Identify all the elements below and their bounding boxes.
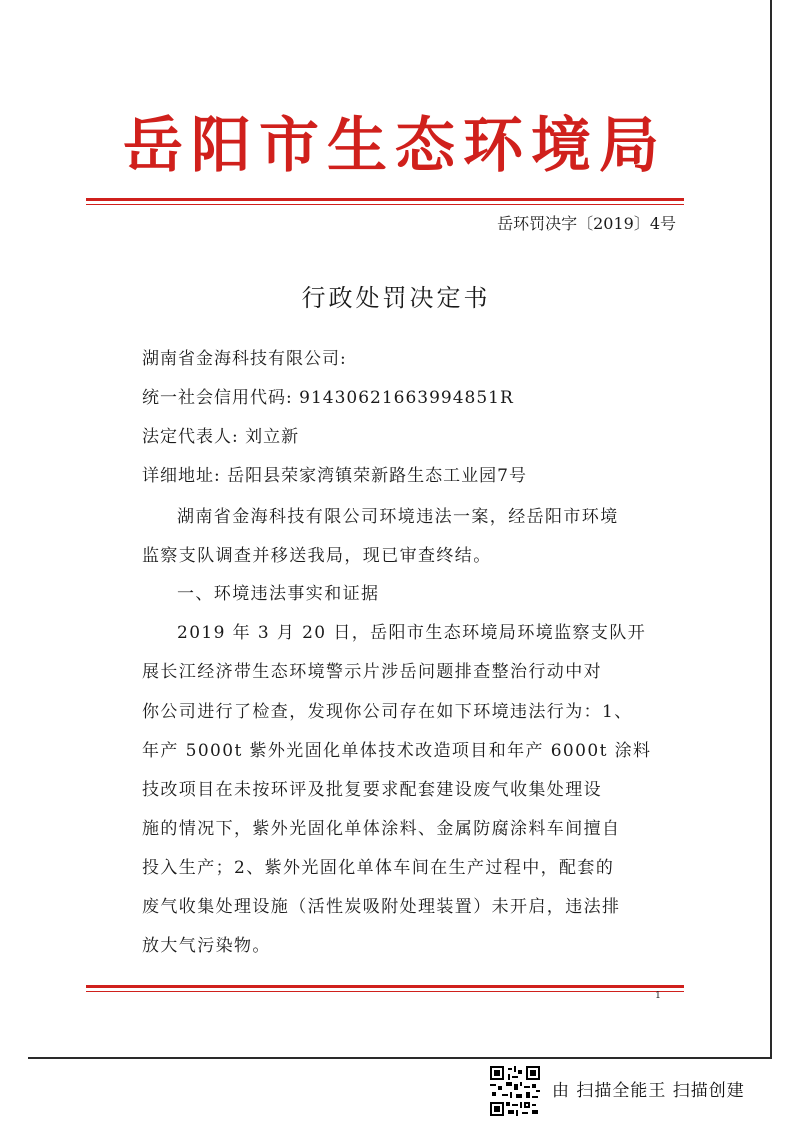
- footer-rule-thin: [86, 991, 684, 992]
- intro-line: 监察支队调查并移送我局，现已审查终结。: [142, 546, 492, 566]
- party-legal-rep: 法定代表人: 刘立新: [142, 427, 300, 447]
- party-credit-code: 统一社会信用代码: 91430621663994851R: [142, 388, 514, 408]
- party-company: 湖南省金海科技有限公司:: [142, 349, 347, 369]
- facts-line: 投入生产；2、紫外光固化单体车间在生产过程中，配套的: [142, 858, 615, 878]
- facts-line: 放大气污染物。: [142, 936, 271, 956]
- facts-line: 展长江经济带生态环境警示片涉岳问题排查整治行动中对: [142, 662, 602, 682]
- scan-edge-right: [770, 0, 772, 1058]
- footer-rule-thick: [86, 985, 684, 988]
- qr-code-icon: [490, 1066, 540, 1116]
- scanner-watermark-text: 由 扫描全能王 扫描创建: [552, 1081, 745, 1101]
- party-address: 详细地址: 岳阳县荣家湾镇荣新路生态工业园7号: [142, 466, 527, 486]
- facts-line: 年产 5000t 紫外光固化单体技术改造项目和年产 6000t 涂料: [142, 741, 652, 761]
- facts-line: 你公司进行了检查，发现你公司存在如下环境违法行为：1、: [142, 702, 633, 722]
- facts-line: 技改项目在未按环评及批复要求配套建设废气收集处理设: [142, 780, 602, 800]
- facts-line: 施的情况下，紫外光固化单体涂料、金属防腐涂料车间擅自: [142, 819, 621, 839]
- page-number: 1: [655, 991, 661, 1001]
- letterhead-rule-thick: [86, 198, 684, 201]
- facts-line: 2019 年 3 月 20 日，岳阳市生态环境局环境监察支队开: [177, 623, 647, 643]
- scan-edge-bottom: [28, 1057, 772, 1059]
- document-title: 行政处罚决定书: [301, 284, 491, 312]
- facts-line: 废气收集处理设施（活性炭吸附处理装置）未开启，违法排: [142, 897, 621, 917]
- letterhead-rule-thin: [86, 204, 684, 205]
- document-number: 岳环罚决字〔2019〕4号: [497, 214, 676, 233]
- section-heading: 一、环境违法事实和证据: [177, 584, 380, 604]
- agency-letterhead: 岳阳市生态环境局: [123, 111, 667, 181]
- scanner-watermark: [490, 1066, 780, 1116]
- intro-line: 湖南省金海科技有限公司环境违法一案，经岳阳市环境: [177, 507, 619, 527]
